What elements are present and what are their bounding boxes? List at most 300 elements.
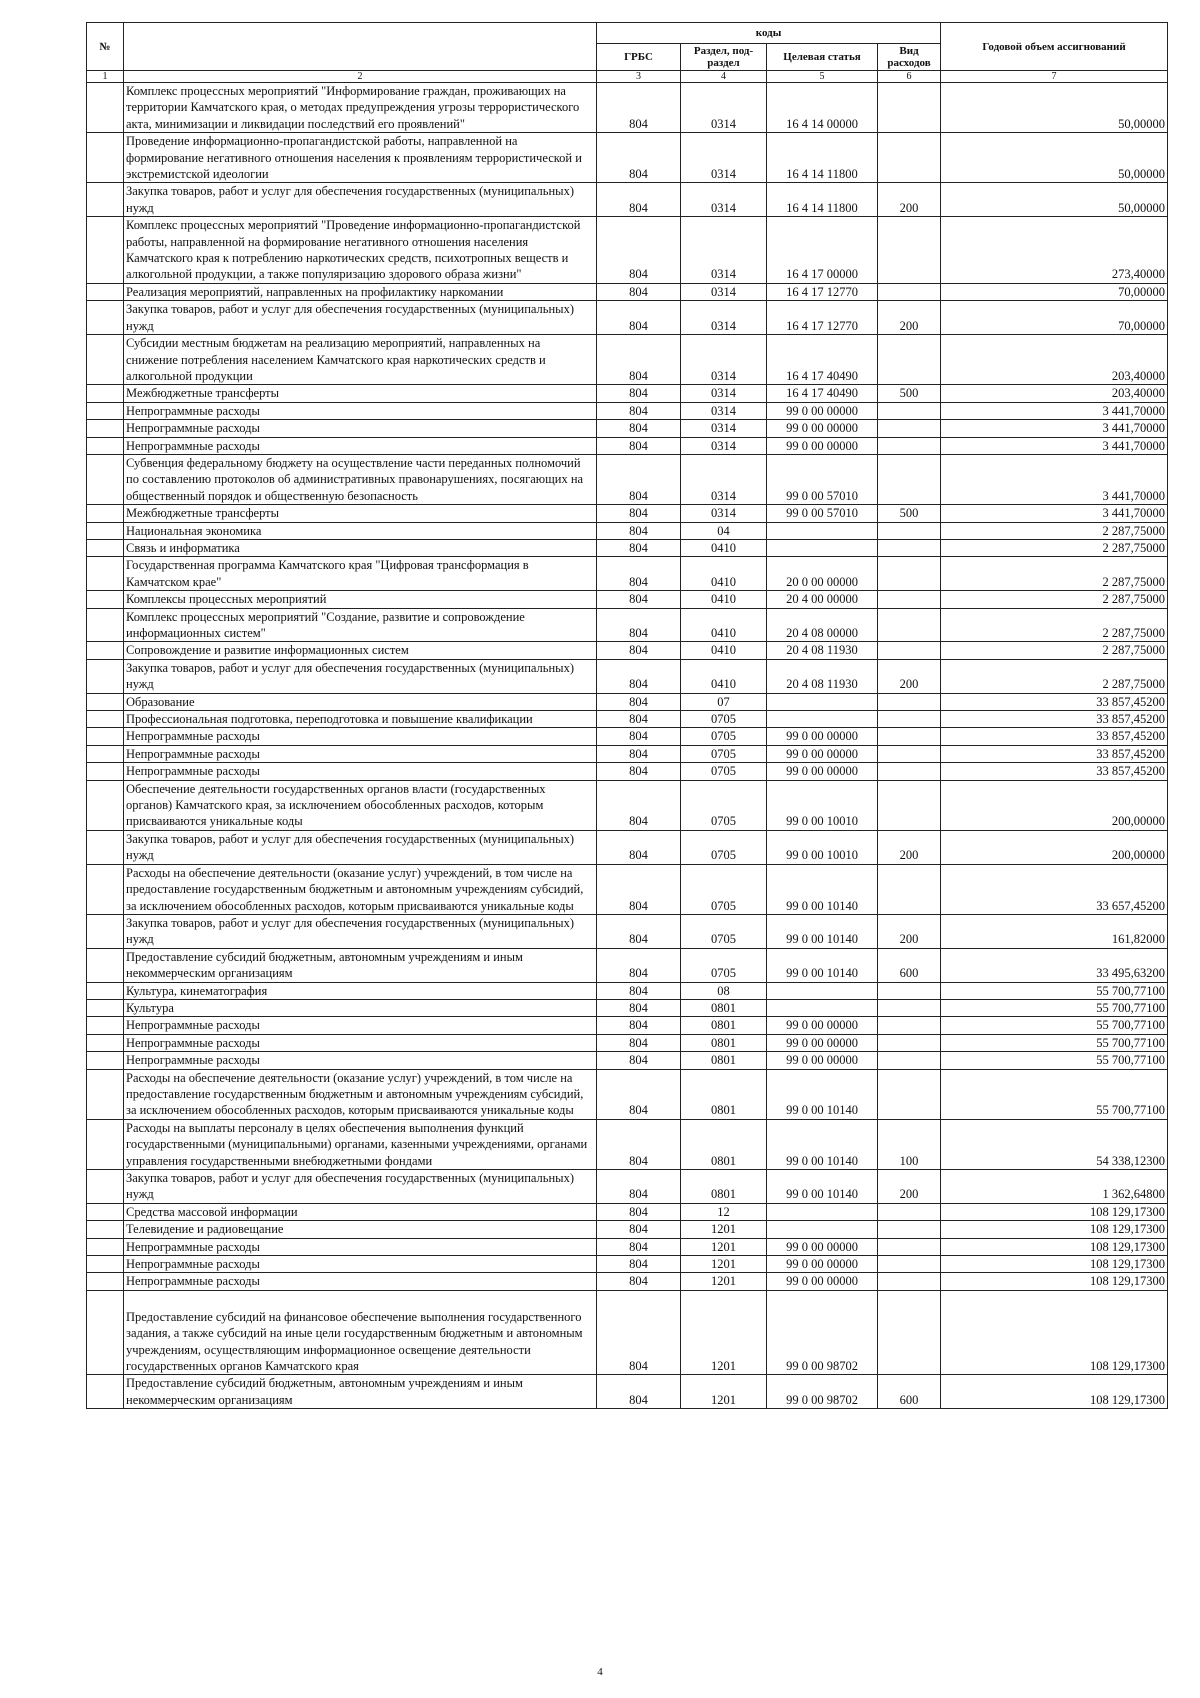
row-description: Профессиональная подготовка, переподготовка и повышение квалификации <box>124 711 597 728</box>
row-section: 0314 <box>681 183 767 217</box>
row-target <box>767 1221 878 1238</box>
row-kind <box>878 283 941 300</box>
row-number <box>87 728 124 745</box>
row-description: Проведение информационно-пропагандистской работы, направленной на формирование негативного отношения населения к проявлениям террористической и экстремистской идеологии <box>124 133 597 183</box>
row-kind: 600 <box>878 948 941 982</box>
row-section: 0801 <box>681 1170 767 1204</box>
table-row <box>87 1290 1168 1375</box>
row-description: Непрограммные расходы <box>124 1034 597 1051</box>
row-kind <box>878 642 941 659</box>
row-target: 99 0 00 00000 <box>767 1052 878 1069</box>
row-section: 07 <box>681 693 767 710</box>
row-target: 16 4 17 40490 <box>767 335 878 385</box>
table-row <box>87 133 1168 183</box>
row-target: 99 0 00 00000 <box>767 1238 878 1255</box>
row-grbs: 804 <box>597 183 681 217</box>
table-row <box>87 83 1168 133</box>
row-amount: 2 287,75000 <box>941 608 1168 642</box>
row-number <box>87 283 124 300</box>
row-amount: 2 287,75000 <box>941 539 1168 556</box>
row-section: 0314 <box>681 301 767 335</box>
row-grbs: 804 <box>597 914 681 948</box>
row-section: 0314 <box>681 217 767 284</box>
row-target: 99 0 00 10140 <box>767 914 878 948</box>
row-grbs: 804 <box>597 659 681 693</box>
row-grbs: 804 <box>597 335 681 385</box>
row-kind <box>878 745 941 762</box>
row-target: 99 0 00 10010 <box>767 830 878 864</box>
row-kind <box>878 454 941 504</box>
row-amount: 3 441,70000 <box>941 437 1168 454</box>
table-row <box>87 914 1168 948</box>
row-amount: 54 338,12300 <box>941 1119 1168 1169</box>
row-grbs: 804 <box>597 763 681 780</box>
row-kind <box>878 1256 941 1273</box>
row-target: 99 0 00 00000 <box>767 1273 878 1290</box>
row-section: 04 <box>681 522 767 539</box>
table-row <box>87 1119 1168 1169</box>
row-amount: 50,00000 <box>941 83 1168 133</box>
table-row <box>87 864 1168 914</box>
row-kind <box>878 1052 941 1069</box>
row-target: 16 4 17 40490 <box>767 385 878 402</box>
row-target: 99 0 00 00000 <box>767 402 878 419</box>
row-amount: 70,00000 <box>941 301 1168 335</box>
table-row <box>87 1069 1168 1119</box>
table-row <box>87 830 1168 864</box>
row-amount: 50,00000 <box>941 133 1168 183</box>
row-section: 0801 <box>681 1034 767 1051</box>
row-description: Средства массовой информации <box>124 1203 597 1220</box>
table-row <box>87 642 1168 659</box>
row-number <box>87 1069 124 1119</box>
row-description: Комплекс процессных мероприятий "Информирование граждан, проживающих на территории Камчатского края, о методах предупреждения угрозы террористического акта, минимизации и ликвидации последствий его проявлений" <box>124 83 597 133</box>
row-grbs: 804 <box>597 728 681 745</box>
row-number <box>87 335 124 385</box>
row-kind <box>878 539 941 556</box>
row-number <box>87 659 124 693</box>
row-kind <box>878 437 941 454</box>
row-target: 99 0 00 00000 <box>767 745 878 762</box>
row-grbs: 804 <box>597 217 681 284</box>
row-grbs: 804 <box>597 1017 681 1034</box>
table-row <box>87 693 1168 710</box>
row-amount: 3 441,70000 <box>941 402 1168 419</box>
row-section: 1201 <box>681 1238 767 1255</box>
row-number <box>87 780 124 830</box>
row-grbs: 804 <box>597 591 681 608</box>
row-grbs: 804 <box>597 999 681 1016</box>
row-grbs: 804 <box>597 1221 681 1238</box>
row-amount: 2 287,75000 <box>941 659 1168 693</box>
row-grbs: 804 <box>597 133 681 183</box>
row-description: Непрограммные расходы <box>124 420 597 437</box>
row-number <box>87 557 124 591</box>
row-target: 99 0 00 10140 <box>767 948 878 982</box>
row-number <box>87 693 124 710</box>
row-amount: 33 857,45200 <box>941 693 1168 710</box>
row-kind: 200 <box>878 183 941 217</box>
row-section: 0314 <box>681 454 767 504</box>
table-row <box>87 1238 1168 1255</box>
row-amount: 55 700,77100 <box>941 1052 1168 1069</box>
table-row <box>87 659 1168 693</box>
table-row <box>87 385 1168 402</box>
row-kind <box>878 420 941 437</box>
table-row <box>87 505 1168 522</box>
table-row <box>87 591 1168 608</box>
row-target <box>767 522 878 539</box>
row-description: Субсидии местным бюджетам на реализацию мероприятий, направленных на снижение потребления населением Камчатского края наркотических средств и алкогольной продукции <box>124 335 597 385</box>
row-grbs: 804 <box>597 948 681 982</box>
row-amount: 33 857,45200 <box>941 711 1168 728</box>
row-number <box>87 539 124 556</box>
row-description: Культура, кинематография <box>124 982 597 999</box>
row-number <box>87 864 124 914</box>
row-amount: 108 129,17300 <box>941 1375 1168 1409</box>
row-kind <box>878 728 941 745</box>
row-number <box>87 830 124 864</box>
row-number <box>87 914 124 948</box>
row-section: 08 <box>681 982 767 999</box>
row-amount: 161,82000 <box>941 914 1168 948</box>
row-amount: 50,00000 <box>941 183 1168 217</box>
row-number <box>87 745 124 762</box>
row-description: Сопровождение и развитие информационных систем <box>124 642 597 659</box>
row-amount: 3 441,70000 <box>941 420 1168 437</box>
row-grbs: 804 <box>597 454 681 504</box>
row-number <box>87 1203 124 1220</box>
row-description: Предоставление субсидий на финансовое обеспечение выполнения государственного задания, а также субсидий на иные цели государственным бюджетным и автономным учреждениям, осуществляющим информационное освещение деятельности государственных органов Камчатского края <box>124 1290 597 1375</box>
row-grbs: 804 <box>597 1256 681 1273</box>
row-section: 0410 <box>681 591 767 608</box>
row-grbs: 804 <box>597 830 681 864</box>
row-section: 0314 <box>681 505 767 522</box>
row-number <box>87 1375 124 1409</box>
row-target: 99 0 00 10140 <box>767 1069 878 1119</box>
row-amount: 33 657,45200 <box>941 864 1168 914</box>
row-description: Непрограммные расходы <box>124 1017 597 1034</box>
row-description: Закупка товаров, работ и услуг для обеспечения государственных (муниципальных) нужд <box>124 1170 597 1204</box>
row-description: Национальная экономика <box>124 522 597 539</box>
row-number <box>87 83 124 133</box>
row-section: 0705 <box>681 914 767 948</box>
row-grbs: 804 <box>597 1052 681 1069</box>
row-description: Предоставление субсидий бюджетным, автономным учреждениям и иным некоммерческим организациям <box>124 948 597 982</box>
row-kind <box>878 402 941 419</box>
table-row <box>87 301 1168 335</box>
row-section: 0705 <box>681 711 767 728</box>
row-target: 20 0 00 00000 <box>767 557 878 591</box>
table-row <box>87 728 1168 745</box>
row-description: Закупка товаров, работ и услуг для обеспечения государственных (муниципальных) нужд <box>124 301 597 335</box>
row-description: Культура <box>124 999 597 1016</box>
row-kind: 500 <box>878 505 941 522</box>
row-amount: 70,00000 <box>941 283 1168 300</box>
row-description: Межбюджетные трансферты <box>124 385 597 402</box>
row-number <box>87 420 124 437</box>
row-target <box>767 999 878 1016</box>
row-grbs: 804 <box>597 1069 681 1119</box>
row-number <box>87 183 124 217</box>
row-amount: 33 857,45200 <box>941 745 1168 762</box>
row-number <box>87 1034 124 1051</box>
row-grbs: 804 <box>597 539 681 556</box>
table-row <box>87 183 1168 217</box>
row-amount: 3 441,70000 <box>941 505 1168 522</box>
row-number <box>87 301 124 335</box>
row-number <box>87 1119 124 1169</box>
row-section: 0705 <box>681 948 767 982</box>
header-row-top <box>87 23 1168 44</box>
row-kind <box>878 335 941 385</box>
table-row <box>87 1017 1168 1034</box>
table-row <box>87 522 1168 539</box>
table-row <box>87 335 1168 385</box>
col-number: 2 <box>124 71 597 83</box>
row-target: 99 0 00 00000 <box>767 728 878 745</box>
row-kind <box>878 864 941 914</box>
row-target <box>767 711 878 728</box>
row-kind: 500 <box>878 385 941 402</box>
row-target: 99 0 00 10140 <box>767 1170 878 1204</box>
row-amount: 200,00000 <box>941 830 1168 864</box>
row-section: 0314 <box>681 83 767 133</box>
row-kind <box>878 711 941 728</box>
row-number <box>87 1221 124 1238</box>
row-description: Государственная программа Камчатского края "Цифровая трансформация в Камчатском крае" <box>124 557 597 591</box>
row-target <box>767 982 878 999</box>
row-number <box>87 591 124 608</box>
row-amount: 33 857,45200 <box>941 763 1168 780</box>
row-number <box>87 437 124 454</box>
row-description: Непрограммные расходы <box>124 1256 597 1273</box>
row-description: Непрограммные расходы <box>124 728 597 745</box>
header-kind: Вид расходов <box>878 44 941 71</box>
row-amount: 108 129,17300 <box>941 1273 1168 1290</box>
table-row <box>87 999 1168 1016</box>
row-grbs: 804 <box>597 745 681 762</box>
row-kind <box>878 1034 941 1051</box>
row-amount: 55 700,77100 <box>941 1069 1168 1119</box>
table-row <box>87 217 1168 284</box>
row-target: 99 0 00 10010 <box>767 780 878 830</box>
row-number <box>87 999 124 1016</box>
row-kind: 200 <box>878 914 941 948</box>
row-target: 99 0 00 00000 <box>767 763 878 780</box>
row-kind: 600 <box>878 1375 941 1409</box>
table-row <box>87 1221 1168 1238</box>
row-amount: 33 857,45200 <box>941 728 1168 745</box>
row-kind <box>878 133 941 183</box>
row-amount: 203,40000 <box>941 335 1168 385</box>
row-target: 16 4 17 12770 <box>767 301 878 335</box>
row-kind <box>878 693 941 710</box>
col-number: 3 <box>597 71 681 83</box>
row-section: 0314 <box>681 385 767 402</box>
row-target: 99 0 00 10140 <box>767 864 878 914</box>
budget-table <box>86 22 1168 1409</box>
header-name <box>124 23 597 71</box>
row-amount: 55 700,77100 <box>941 999 1168 1016</box>
row-grbs: 804 <box>597 385 681 402</box>
row-amount: 200,00000 <box>941 780 1168 830</box>
row-number <box>87 948 124 982</box>
row-kind <box>878 1290 941 1375</box>
header-section: Раздел, под-раздел <box>681 44 767 71</box>
row-target: 16 4 17 12770 <box>767 283 878 300</box>
row-target: 99 0 00 00000 <box>767 1256 878 1273</box>
row-description: Связь и информатика <box>124 539 597 556</box>
row-description: Расходы на выплаты персоналу в целях обеспечения выполнения функций государственными (муниципальными) органами, казенными учреждениями, органами управления государственными внебюджетными фондами <box>124 1119 597 1169</box>
row-section: 0410 <box>681 608 767 642</box>
row-section: 0705 <box>681 745 767 762</box>
row-kind: 200 <box>878 659 941 693</box>
row-amount: 33 495,63200 <box>941 948 1168 982</box>
row-section: 0410 <box>681 539 767 556</box>
row-kind <box>878 1221 941 1238</box>
row-target: 99 0 00 00000 <box>767 1017 878 1034</box>
row-description: Непрограммные расходы <box>124 402 597 419</box>
table-row <box>87 1034 1168 1051</box>
row-target: 16 4 14 11800 <box>767 133 878 183</box>
table-row <box>87 557 1168 591</box>
row-grbs: 804 <box>597 693 681 710</box>
table-row <box>87 1375 1168 1409</box>
budget-table-page <box>86 22 1167 1409</box>
row-kind <box>878 1069 941 1119</box>
row-number <box>87 711 124 728</box>
row-description: Непрограммные расходы <box>124 1273 597 1290</box>
row-description: Реализация мероприятий, направленных на профилактику наркомании <box>124 283 597 300</box>
row-description: Закупка товаров, работ и услуг для обеспечения государственных (муниципальных) нужд <box>124 183 597 217</box>
row-description: Обеспечение деятельности государственных органов власти (государственных органов) Камчатского края, за исключением обособленных расходов, которым присваиваются уникальные коды <box>124 780 597 830</box>
row-grbs: 804 <box>597 557 681 591</box>
row-section: 0410 <box>681 659 767 693</box>
row-description: Непрограммные расходы <box>124 1052 597 1069</box>
row-number <box>87 505 124 522</box>
row-kind: 200 <box>878 1170 941 1204</box>
row-description: Закупка товаров, работ и услуг для обеспечения государственных (муниципальных) нужд <box>124 830 597 864</box>
row-description: Образование <box>124 693 597 710</box>
row-grbs: 804 <box>597 1273 681 1290</box>
row-section: 0801 <box>681 999 767 1016</box>
row-number <box>87 1256 124 1273</box>
table-row <box>87 539 1168 556</box>
row-target: 99 0 00 00000 <box>767 437 878 454</box>
row-section: 0314 <box>681 437 767 454</box>
row-kind <box>878 1017 941 1034</box>
row-amount: 203,40000 <box>941 385 1168 402</box>
row-grbs: 804 <box>597 420 681 437</box>
row-section: 1201 <box>681 1375 767 1409</box>
table-row <box>87 402 1168 419</box>
row-section: 0314 <box>681 335 767 385</box>
row-description: Телевидение и радиовещание <box>124 1221 597 1238</box>
table-row <box>87 1256 1168 1273</box>
page-number: 4 <box>597 1666 603 1678</box>
row-amount: 108 129,17300 <box>941 1221 1168 1238</box>
row-number <box>87 1052 124 1069</box>
row-description: Предоставление субсидий бюджетным, автономным учреждениям и иным некоммерческим организациям <box>124 1375 597 1409</box>
header-no: № <box>87 23 124 71</box>
column-number-row <box>87 71 1168 83</box>
row-number <box>87 1170 124 1204</box>
row-number <box>87 522 124 539</box>
row-target: 16 4 17 00000 <box>767 217 878 284</box>
table-row <box>87 437 1168 454</box>
row-section: 12 <box>681 1203 767 1220</box>
row-number <box>87 763 124 780</box>
row-section: 0314 <box>681 283 767 300</box>
row-grbs: 804 <box>597 608 681 642</box>
row-section: 0705 <box>681 864 767 914</box>
row-description: Расходы на обеспечение деятельности (оказание услуг) учреждений, в том числе на предоставление государственным бюджетным и автономным учреждениям субсидий, за исключением обособленных расходов, которым присваиваются уникальные коды <box>124 864 597 914</box>
table-row <box>87 982 1168 999</box>
table-row <box>87 454 1168 504</box>
row-section: 0801 <box>681 1017 767 1034</box>
row-description: Комплекс процессных мероприятий "Проведение информационно-пропагандистской работы, направленной на формирование негативного отношения населения Камчатского края к потреблению наркотических средств, психотропных веществ и алкогольной продукции, а также популяризацию здорового образа жизни" <box>124 217 597 284</box>
header-annual: Годовой объем ассигнований <box>941 23 1168 71</box>
row-description: Комплексы процессных мероприятий <box>124 591 597 608</box>
row-target: 99 0 00 57010 <box>767 454 878 504</box>
table-row <box>87 711 1168 728</box>
table-row <box>87 1273 1168 1290</box>
row-grbs: 804 <box>597 522 681 539</box>
row-grbs: 804 <box>597 982 681 999</box>
row-number <box>87 608 124 642</box>
table-row <box>87 948 1168 982</box>
row-grbs: 804 <box>597 437 681 454</box>
row-grbs: 804 <box>597 1119 681 1169</box>
row-number <box>87 1290 124 1375</box>
row-kind <box>878 608 941 642</box>
col-number: 4 <box>681 71 767 83</box>
row-target: 99 0 00 57010 <box>767 505 878 522</box>
row-amount: 55 700,77100 <box>941 1017 1168 1034</box>
row-target: 16 4 14 00000 <box>767 83 878 133</box>
row-section: 0410 <box>681 557 767 591</box>
row-section: 0705 <box>681 830 767 864</box>
row-kind <box>878 999 941 1016</box>
row-description: Непрограммные расходы <box>124 763 597 780</box>
row-amount: 55 700,77100 <box>941 1034 1168 1051</box>
table-row <box>87 1052 1168 1069</box>
row-number <box>87 402 124 419</box>
row-kind <box>878 1203 941 1220</box>
row-amount: 1 362,64800 <box>941 1170 1168 1204</box>
row-amount: 108 129,17300 <box>941 1256 1168 1273</box>
row-kind <box>878 763 941 780</box>
row-number <box>87 385 124 402</box>
row-section: 1201 <box>681 1256 767 1273</box>
row-section: 0801 <box>681 1069 767 1119</box>
table-row <box>87 283 1168 300</box>
row-number <box>87 454 124 504</box>
row-grbs: 804 <box>597 642 681 659</box>
table-row <box>87 1170 1168 1204</box>
row-section: 0705 <box>681 780 767 830</box>
row-grbs: 804 <box>597 1290 681 1375</box>
row-kind <box>878 780 941 830</box>
row-amount: 108 129,17300 <box>941 1290 1168 1375</box>
col-number: 1 <box>87 71 124 83</box>
row-description: Комплекс процессных мероприятий "Создание, развитие и сопровождение информационных систем" <box>124 608 597 642</box>
col-number: 5 <box>767 71 878 83</box>
row-section: 0410 <box>681 642 767 659</box>
row-kind: 200 <box>878 301 941 335</box>
row-grbs: 804 <box>597 505 681 522</box>
